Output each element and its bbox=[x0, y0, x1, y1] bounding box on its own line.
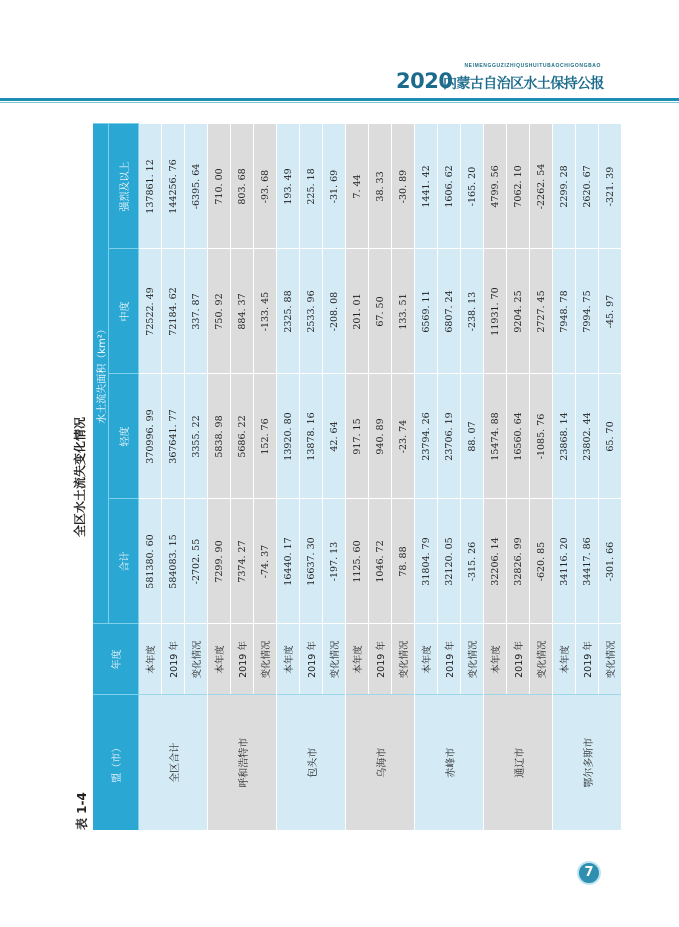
value-cell: -6395. 64 bbox=[185, 124, 208, 249]
year-cell: 2019 年 bbox=[369, 624, 392, 695]
table-label: 表 1-4 bbox=[75, 792, 89, 830]
value-cell: -93. 68 bbox=[254, 124, 277, 249]
table-row bbox=[484, 124, 507, 830]
value-cell: -620. 85 bbox=[530, 499, 553, 624]
col-header-total: 合计 bbox=[109, 499, 139, 624]
value-cell: 23706. 19 bbox=[438, 374, 461, 499]
value-cell: 72184. 62 bbox=[162, 249, 185, 374]
value-cell: 144256. 76 bbox=[162, 124, 185, 249]
value-cell: 884. 37 bbox=[231, 249, 254, 374]
region-name: 全区合计 bbox=[139, 695, 208, 830]
col-year-header: 年度 bbox=[93, 624, 139, 695]
year-cell: 本年度 bbox=[553, 624, 576, 695]
value-cell: 42. 64 bbox=[323, 374, 346, 499]
value-cell: 34116. 20 bbox=[553, 499, 576, 624]
year-cell: 变化情况 bbox=[530, 624, 553, 695]
value-cell: -2262. 54 bbox=[530, 124, 553, 249]
value-cell: 1046. 72 bbox=[369, 499, 392, 624]
year-cell: 2019 年 bbox=[162, 624, 185, 695]
col-header-light: 轻度 bbox=[109, 374, 139, 499]
value-cell: 370996. 99 bbox=[139, 374, 162, 499]
page-number: 7 bbox=[577, 861, 601, 885]
table-row bbox=[139, 124, 162, 830]
value-cell: 2533. 96 bbox=[300, 249, 323, 374]
value-cell: -31. 69 bbox=[323, 124, 346, 249]
value-cell: 2727. 45 bbox=[530, 249, 553, 374]
value-cell: 710. 00 bbox=[208, 124, 231, 249]
table-row bbox=[208, 124, 231, 830]
value-cell: 1441. 42 bbox=[415, 124, 438, 249]
value-cell: -321. 39 bbox=[599, 124, 622, 249]
value-cell: 65. 70 bbox=[599, 374, 622, 499]
value-cell: -165. 20 bbox=[461, 124, 484, 249]
year-cell: 变化情况 bbox=[461, 624, 484, 695]
header-year: 2020 bbox=[396, 69, 453, 93]
value-cell: 7. 44 bbox=[346, 124, 369, 249]
value-cell: 6807. 24 bbox=[438, 249, 461, 374]
value-cell: 23802. 44 bbox=[576, 374, 599, 499]
col-header-moderate: 中度 bbox=[109, 249, 139, 374]
value-cell: 367641. 77 bbox=[162, 374, 185, 499]
year-cell: 本年度 bbox=[277, 624, 300, 695]
value-cell: 152. 76 bbox=[254, 374, 277, 499]
value-cell: 34417. 86 bbox=[576, 499, 599, 624]
year-cell: 本年度 bbox=[346, 624, 369, 695]
value-cell: 193. 49 bbox=[277, 124, 300, 249]
region-name: 包头市 bbox=[277, 695, 346, 830]
year-cell: 2019 年 bbox=[300, 624, 323, 695]
table-body bbox=[139, 124, 622, 830]
value-cell: 2299. 28 bbox=[553, 124, 576, 249]
region-name: 通辽市 bbox=[484, 695, 553, 830]
table-title: 全区水土流失变化情况 bbox=[73, 417, 87, 538]
value-cell: 9204. 25 bbox=[507, 249, 530, 374]
erosion-table bbox=[93, 123, 622, 830]
table-row bbox=[553, 124, 576, 830]
value-cell: 23794. 26 bbox=[415, 374, 438, 499]
value-cell: -45. 97 bbox=[599, 249, 622, 374]
region-name: 乌海市 bbox=[346, 695, 415, 830]
page-header bbox=[0, 0, 679, 110]
value-cell: 32826. 99 bbox=[507, 499, 530, 624]
value-cell: 67. 50 bbox=[369, 249, 392, 374]
header-rule-thin bbox=[0, 102, 679, 103]
table-row bbox=[277, 124, 300, 830]
value-cell: 78. 88 bbox=[392, 499, 415, 624]
value-cell: 337. 87 bbox=[185, 249, 208, 374]
table-row bbox=[415, 124, 438, 830]
value-cell: 133. 51 bbox=[392, 249, 415, 374]
value-cell: 137861. 12 bbox=[139, 124, 162, 249]
value-cell: -301. 66 bbox=[599, 499, 622, 624]
year-cell: 2019 年 bbox=[507, 624, 530, 695]
year-cell: 本年度 bbox=[484, 624, 507, 695]
value-cell: 5838. 98 bbox=[208, 374, 231, 499]
value-cell: 31804. 79 bbox=[415, 499, 438, 624]
value-cell: 72522. 49 bbox=[139, 249, 162, 374]
value-cell: -315. 26 bbox=[461, 499, 484, 624]
value-cell: 16637. 30 bbox=[300, 499, 323, 624]
value-cell: 5686. 22 bbox=[231, 374, 254, 499]
value-cell: 23868. 14 bbox=[553, 374, 576, 499]
value-cell: 6569. 11 bbox=[415, 249, 438, 374]
value-cell: 16560. 64 bbox=[507, 374, 530, 499]
value-cell: 15474. 88 bbox=[484, 374, 507, 499]
value-cell: 201. 01 bbox=[346, 249, 369, 374]
region-name: 鄂尔多斯市 bbox=[553, 695, 622, 830]
value-cell: 917. 15 bbox=[346, 374, 369, 499]
value-cell: 1125. 60 bbox=[346, 499, 369, 624]
value-cell: -23. 74 bbox=[392, 374, 415, 499]
value-cell: 2620. 67 bbox=[576, 124, 599, 249]
year-cell: 本年度 bbox=[139, 624, 162, 695]
value-cell: -74. 37 bbox=[254, 499, 277, 624]
value-cell: -208. 08 bbox=[323, 249, 346, 374]
year-cell: 2019 年 bbox=[576, 624, 599, 695]
value-cell: 11931. 70 bbox=[484, 249, 507, 374]
header-pinyin: NEIMENGGUZIZHIQUSHUITUBAOCHIGONGBAO bbox=[464, 63, 601, 69]
value-cell: 2325. 88 bbox=[277, 249, 300, 374]
value-cell: 803. 68 bbox=[231, 124, 254, 249]
year-cell: 2019 年 bbox=[438, 624, 461, 695]
value-cell: 32206. 14 bbox=[484, 499, 507, 624]
value-cell: 581380. 60 bbox=[139, 499, 162, 624]
header-title: 内蒙古自治区水土保持公报 bbox=[443, 76, 604, 92]
year-cell: 变化情况 bbox=[185, 624, 208, 695]
year-cell: 变化情况 bbox=[323, 624, 346, 695]
value-cell: -197. 13 bbox=[323, 499, 346, 624]
value-cell: 16440. 17 bbox=[277, 499, 300, 624]
value-cell: -238. 13 bbox=[461, 249, 484, 374]
year-cell: 变化情况 bbox=[599, 624, 622, 695]
col-region-header: 盟（市） bbox=[93, 695, 139, 830]
value-cell: -133. 45 bbox=[254, 249, 277, 374]
value-cell: 38. 33 bbox=[369, 124, 392, 249]
col-header-severe: 强烈及以上 bbox=[109, 124, 139, 249]
value-cell: 32120. 05 bbox=[438, 499, 461, 624]
value-cell: 225. 18 bbox=[300, 124, 323, 249]
value-cell: 940. 89 bbox=[369, 374, 392, 499]
value-cell: 3355. 22 bbox=[185, 374, 208, 499]
table-row bbox=[346, 124, 369, 830]
region-name: 呼和浩特市 bbox=[208, 695, 277, 830]
value-cell: -30. 89 bbox=[392, 124, 415, 249]
value-cell: 13878. 16 bbox=[300, 374, 323, 499]
value-cell: 7299. 90 bbox=[208, 499, 231, 624]
value-cell: -1085. 76 bbox=[530, 374, 553, 499]
rotated-table-block bbox=[69, 124, 617, 830]
value-cell: 750. 92 bbox=[208, 249, 231, 374]
year-cell: 本年度 bbox=[208, 624, 231, 695]
value-cell: 7994. 75 bbox=[576, 249, 599, 374]
value-cell: 4799. 56 bbox=[484, 124, 507, 249]
value-cell: 7062. 10 bbox=[507, 124, 530, 249]
value-cell: 1606. 62 bbox=[438, 124, 461, 249]
value-cell: -2702. 55 bbox=[185, 499, 208, 624]
year-cell: 变化情况 bbox=[254, 624, 277, 695]
value-cell: 88. 07 bbox=[461, 374, 484, 499]
header-rule bbox=[0, 98, 679, 101]
col-group-header: 水土流失面积（km²） bbox=[93, 124, 109, 624]
year-cell: 2019 年 bbox=[231, 624, 254, 695]
value-cell: 584083. 15 bbox=[162, 499, 185, 624]
value-cell: 13920. 80 bbox=[277, 374, 300, 499]
region-name: 赤峰市 bbox=[415, 695, 484, 830]
year-cell: 变化情况 bbox=[392, 624, 415, 695]
year-cell: 本年度 bbox=[415, 624, 438, 695]
value-cell: 7374. 27 bbox=[231, 499, 254, 624]
value-cell: 7948. 78 bbox=[553, 249, 576, 374]
